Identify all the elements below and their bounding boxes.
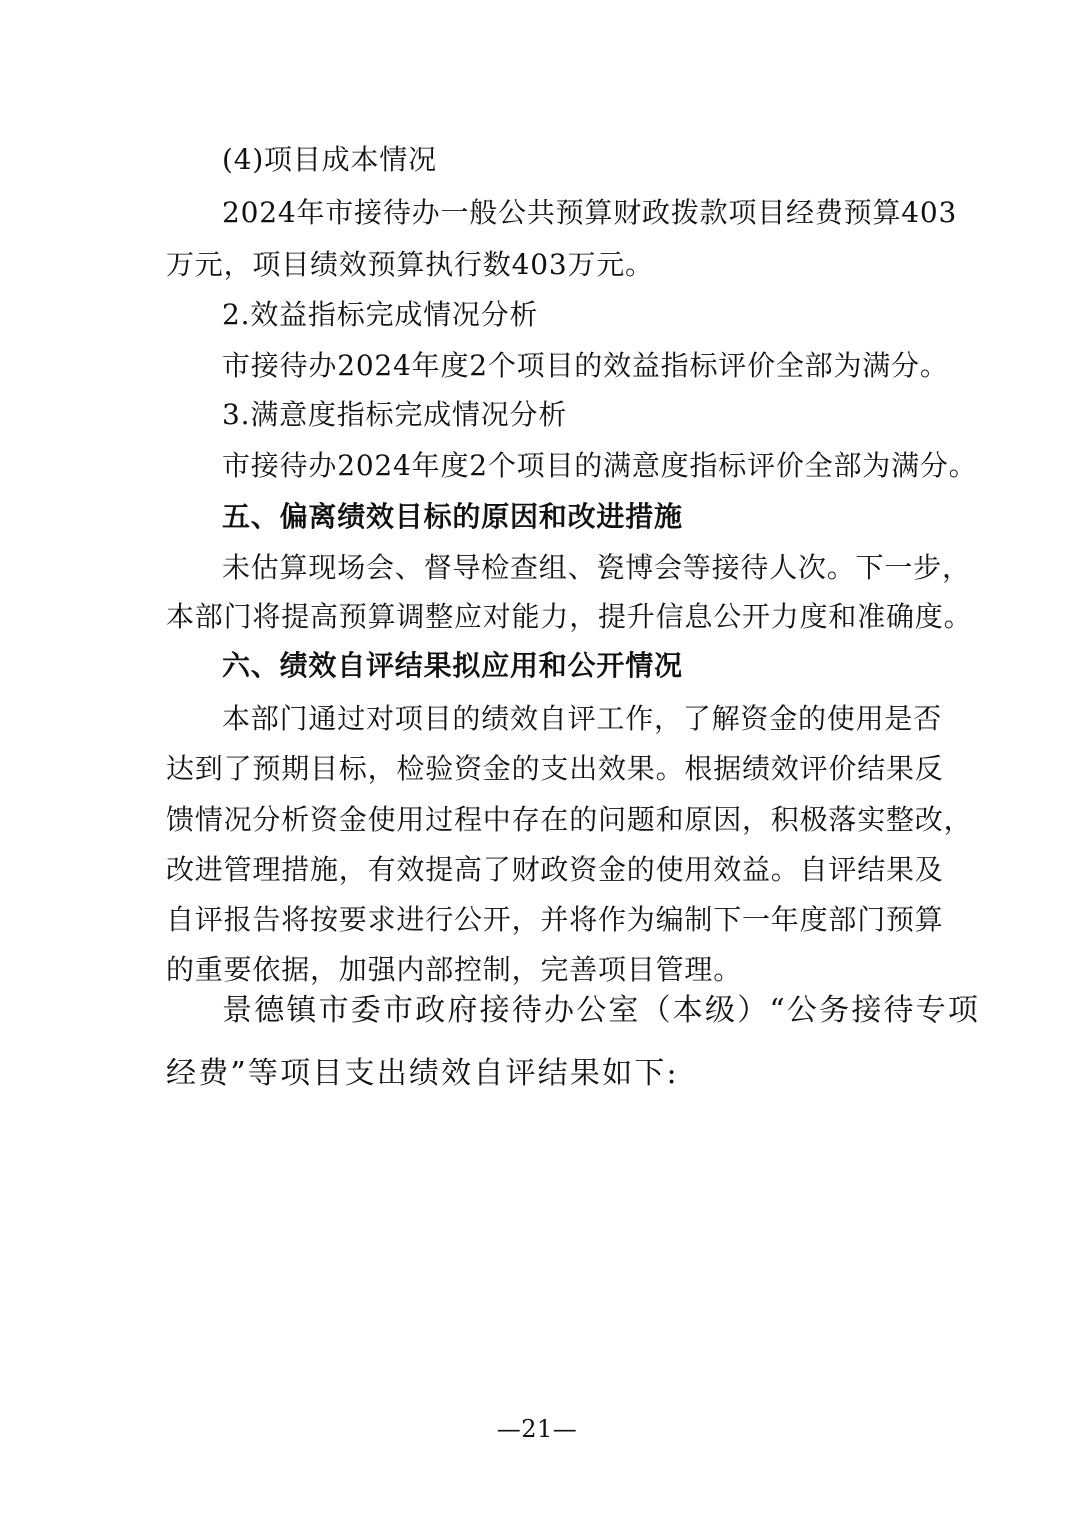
section-heading-application: 六、绩效自评结果拟应用和公开情况 [222,649,683,682]
paragraph-line: 2024年市接待办一般公共预算财政拨款项目经费预算403 [222,196,958,229]
paragraph-line: 景德镇市委市政府接待办公室（本级）“公务接待专项 [222,993,981,1028]
paragraph-line: 市接待办2024年度2个项目的满意度指标评价全部为满分。 [222,449,978,482]
paragraph-line: 未估算现场会、督导检查组、瓷博会等接待人次。下一步， [222,551,971,584]
paragraph-line: 本部门通过对项目的绩效自评工作，了解资金的使用是否 [222,702,943,735]
paragraph-line: 自评报告将按要求进行公开，并将作为编制下一年度部门预算 [166,903,944,936]
page-number: —21— [496,1415,578,1443]
paragraph-line: 万元，项目绩效预算执行数403万元。 [166,248,654,281]
paragraph-line: 馈情况分析资金使用过程中存在的问题和原因，积极落实整改， [166,803,973,836]
section-subheading-satisfaction: 3.满意度指标完成情况分析 [222,398,568,431]
section-heading-deviation: 五、偏离绩效目标的原因和改进措施 [222,500,683,533]
paragraph-line: 本部门将提高预算调整应对能力，提升信息公开力度和准确度。 [166,600,973,633]
paragraph-line: 达到了预期目标，检验资金的支出效果。根据绩效评价结果反 [166,752,944,785]
paragraph-line: 市接待办2024年度2个项目的效益指标评价全部为满分。 [222,349,949,382]
paragraph-line: 经费”等项目支出绩效自评结果如下: [166,1056,679,1091]
paragraph-line: 改进管理措施，有效提高了财政资金的使用效益。自评结果及 [166,853,944,886]
section-subheading-benefit: 2.效益指标完成情况分析 [222,298,539,331]
paragraph-line: 的重要依据，加强内部控制，完善项目管理。 [166,953,743,986]
section-subheading-project-cost: (4)项目成本情况 [222,143,437,176]
